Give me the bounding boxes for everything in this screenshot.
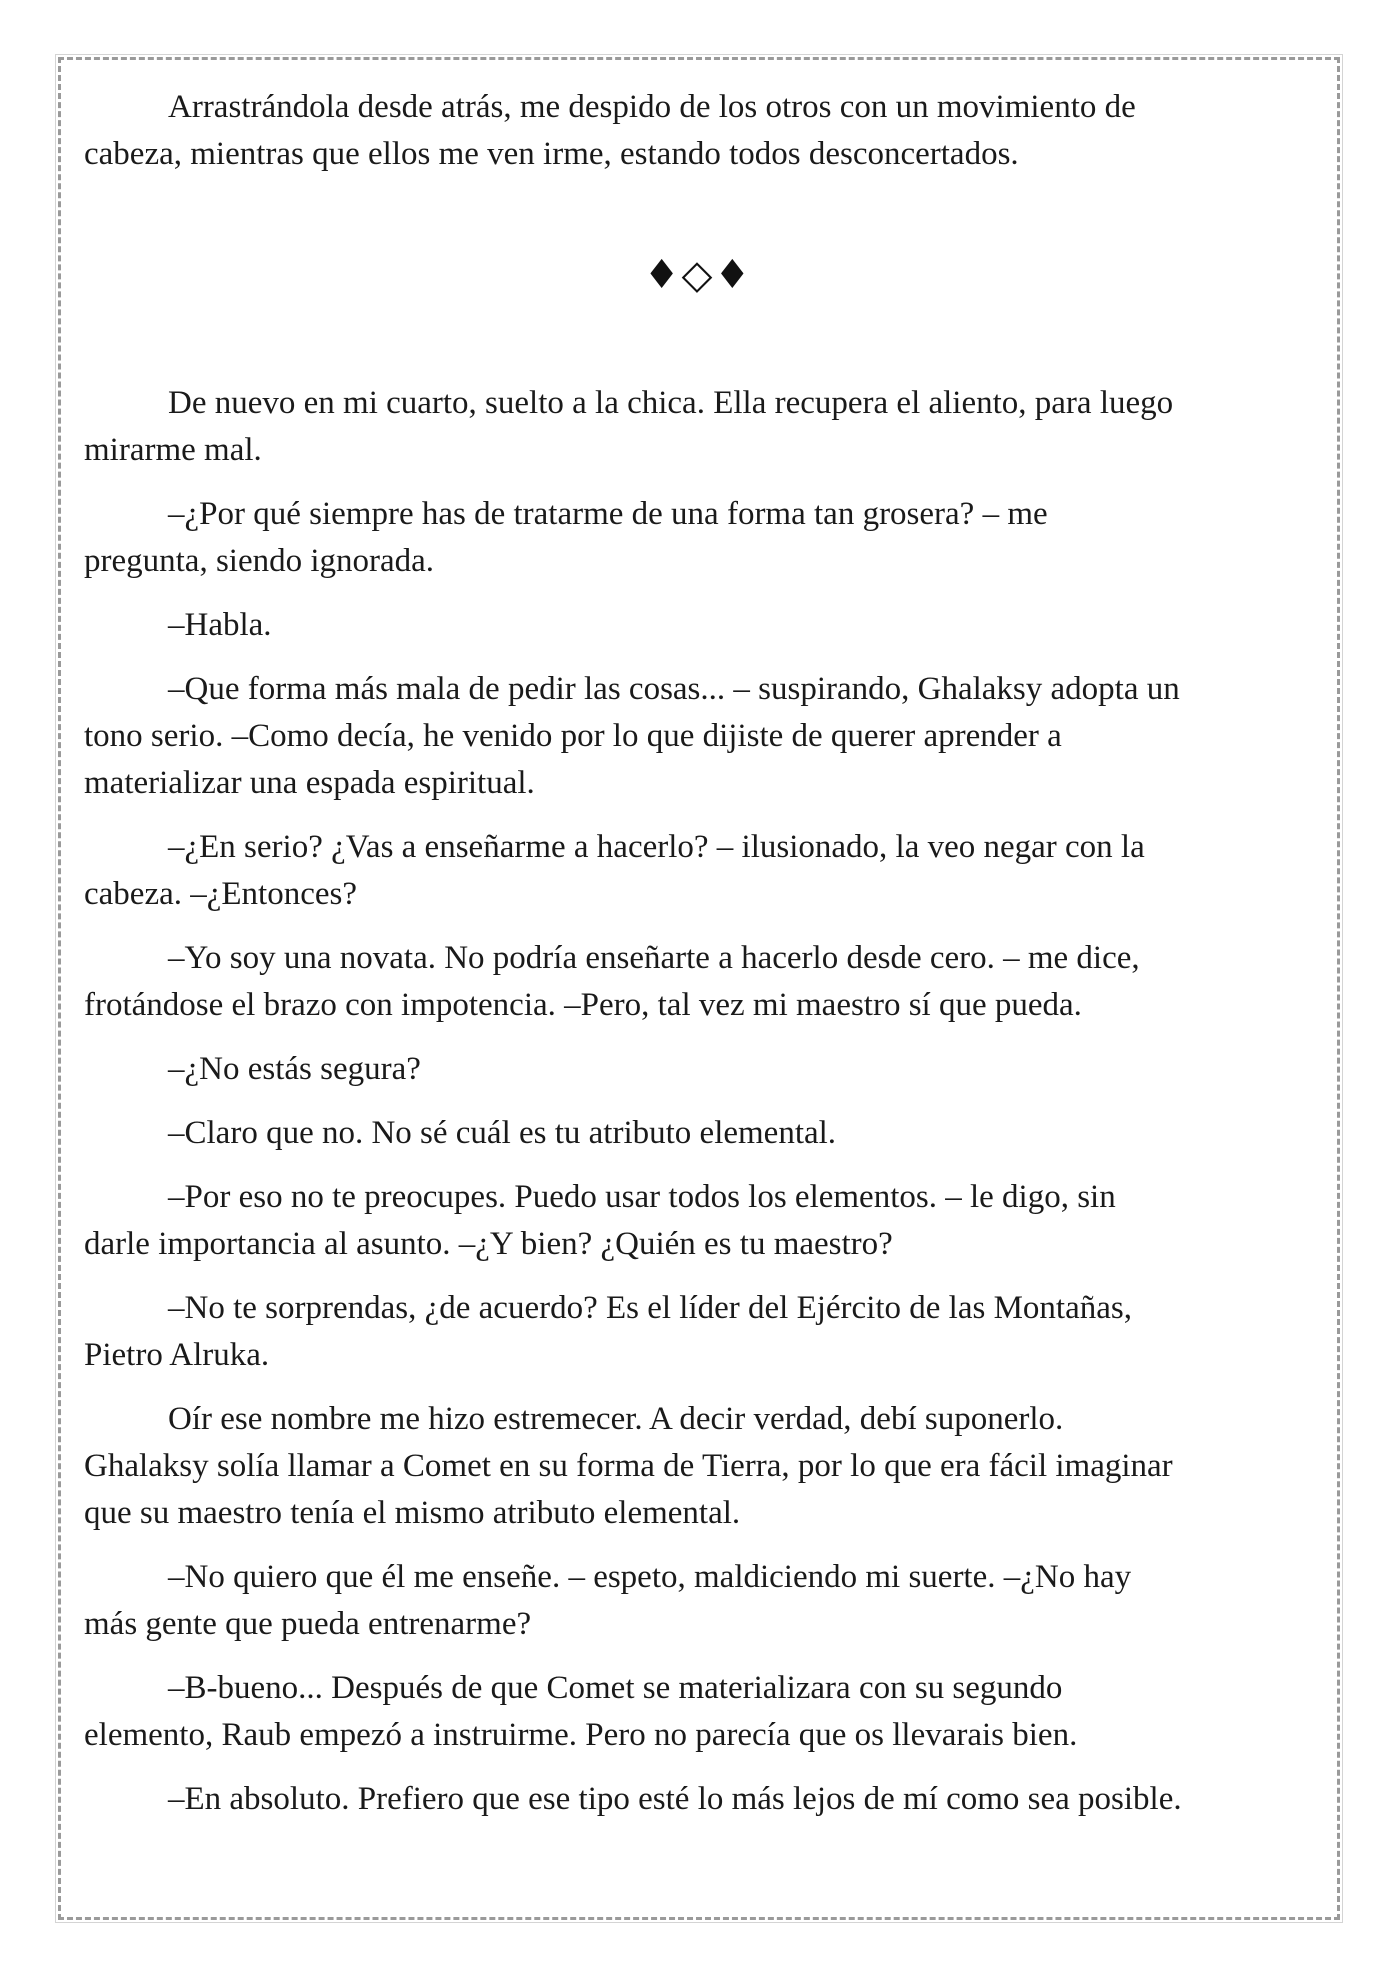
paragraph: –En absoluto. Prefiero que ese tipo esté lo más lejos de mí como sea posible.: [168, 1781, 1182, 1817]
paragraph: Arrastrándola desde atrás, me despido de los otros con un movimiento de cabeza, mientras que ellos me ven irme, estando todos desconcertados.: [84, 89, 1136, 172]
paragraph: –No te sorprendas, ¿de acuerdo? Es el líder del Ejército de las Montañas, Pietro Alruka.: [84, 1290, 1132, 1373]
paragraph: Oír ese nombre me hizo estremecer. A decir verdad, debí suponerlo. Ghalaksy solía llamar a Comet en su forma de Tierra, por lo que era fácil imaginar que su maestro tenía el mismo atributo elemental.: [84, 1401, 1173, 1531]
paragraph: –B-bueno... Después de que Comet se materializara con su segundo elemento, Raub empezó a instruirme. Pero no parecía que os llevarais bien.: [84, 1670, 1078, 1753]
paragraph: –No quiero que él me enseñe. – espeto, maldiciendo mi suerte. –¿No hay más gente que pueda entrenarme?: [84, 1559, 1132, 1642]
paragraph: –¿En serio? ¿Vas a enseñarme a hacerlo? – ilusionado, la veo negar con la cabeza. –¿Entonces?: [84, 829, 1145, 912]
paragraph: –Que forma más mala de pedir las cosas... – suspirando, Ghalaksy adopta un tono serio. –Como decía, he venido por lo que dijiste de querer aprender a materializar una espada espiritual.: [84, 671, 1180, 801]
paragraph: –Habla.: [168, 607, 272, 643]
scene-break-ornament: ♦◇♦: [643, 252, 753, 298]
paragraph: –Claro que no. No sé cuál es tu atributo elemental.: [168, 1115, 837, 1151]
paragraph: De nuevo en mi cuarto, suelto a la chica. Ella recupera el aliento, para luego mirarme mal.: [84, 385, 1174, 468]
paragraph: –Por eso no te preocupes. Puedo usar todos los elementos. – le digo, sin darle importancia al asunto. –¿Y bien? ¿Quién es tu maestro?: [84, 1179, 1116, 1262]
paragraph: –Yo soy una novata. No podría enseñarte a hacerlo desde cero. – me dice, frotándose el brazo con impotencia. –Pero, tal vez mi maestro sí que pueda.: [84, 940, 1140, 1023]
paragraph: –¿No estás segura?: [168, 1051, 421, 1087]
page-content: [84, 84, 1312, 1840]
paragraph: –¿Por qué siempre has de tratarme de una forma tan grosera? – me pregunta, siendo ignorada.: [84, 496, 1048, 579]
